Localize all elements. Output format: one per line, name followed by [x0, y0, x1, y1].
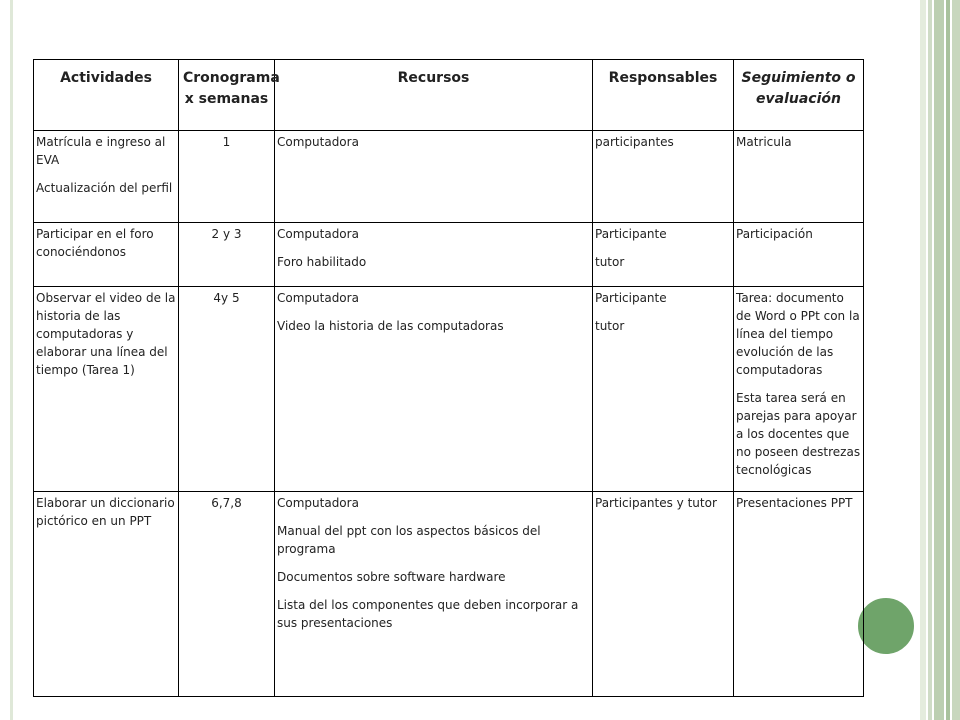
cell-text: Computadora: [277, 135, 359, 149]
cell-text: Tarea: documento de Word o PPt con la línea del tiempo evolución de las computadoras: [736, 291, 860, 377]
header-recursos: Recursos: [275, 60, 593, 131]
cell-text: 4y 5: [213, 291, 240, 305]
cell-text: Foro habilitado: [277, 255, 367, 269]
cell-text: Lista del los componentes que deben incorporar a sus presentaciones: [277, 598, 579, 630]
cell-responsables: [593, 492, 734, 697]
cell-text: 2 y 3: [211, 227, 242, 241]
cell-text: Manual del ppt con los aspectos básicos del programa: [277, 524, 541, 556]
cell-text: Video la historia de las computadoras: [277, 319, 504, 333]
table-row: [34, 492, 864, 697]
cell-recursos: [275, 223, 593, 287]
cell-seguimiento: [734, 492, 864, 697]
cell-text: participantes: [595, 135, 674, 149]
cell-text: Participar en el foro conociéndonos: [36, 227, 154, 259]
cell-responsables: [593, 131, 734, 223]
cell-text: tutor: [595, 255, 625, 269]
cell-text: tutor: [595, 319, 625, 333]
cell-responsables: [593, 223, 734, 287]
table-row: [34, 131, 864, 223]
cell-actividad: [34, 131, 179, 223]
header-responsables: Responsables: [593, 60, 734, 131]
cell-semanas: [179, 492, 275, 697]
cell-recursos: [275, 287, 593, 492]
decor-stripe: [928, 0, 932, 720]
table-row: [34, 223, 864, 287]
cell-recursos: [275, 131, 593, 223]
cell-text: Documentos sobre software hardware: [277, 570, 506, 584]
table-row: [34, 287, 864, 492]
cell-text: Actualización del perfil: [36, 181, 173, 195]
cell-text: Participantes y tutor: [595, 496, 717, 510]
decor-stripe: [920, 0, 926, 720]
cell-text: Observar el video de la historia de las computadoras y elaborar una línea del tiempo (Tarea 1): [36, 291, 176, 377]
cell-text: Matricula: [736, 135, 792, 149]
decor-green-circle: [856, 596, 916, 656]
cell-text: 1: [222, 135, 231, 149]
cell-text: Matrícula e ingreso al EVA: [36, 135, 166, 167]
cell-seguimiento: [734, 131, 864, 223]
cell-text: 6,7,8: [211, 496, 242, 510]
cell-semanas: [179, 131, 275, 223]
cell-text: Participación: [736, 227, 813, 241]
decor-stripe: [934, 0, 944, 720]
cell-text: Computadora: [277, 291, 359, 305]
cell-actividad: [34, 223, 179, 287]
cell-actividad: [34, 287, 179, 492]
cell-actividad: [34, 492, 179, 697]
slide-frame-left-line: [10, 0, 13, 720]
cell-text: Esta tarea será en parejas para apoyar a los docentes que no poseen destrezas tecnológicas: [736, 391, 861, 477]
cell-semanas: [179, 223, 275, 287]
cell-text: Computadora: [277, 496, 359, 510]
cell-recursos: [275, 492, 593, 697]
header-seguimiento: Seguimiento o evaluación: [734, 60, 864, 131]
decor-stripe: [952, 0, 960, 720]
cell-text: Presentaciones PPT: [736, 496, 853, 510]
header-cronograma: Cronograma x semanas: [179, 60, 275, 131]
activities-table: [33, 59, 864, 697]
table-header-row: [34, 60, 864, 131]
cell-text: Participante: [595, 291, 667, 305]
decor-stripe: [946, 0, 950, 720]
cell-seguimiento: [734, 287, 864, 492]
cell-seguimiento: [734, 223, 864, 287]
cell-text: Participante: [595, 227, 667, 241]
cell-semanas: [179, 287, 275, 492]
cell-text: Elaborar un diccionario pictórico en un PPT: [36, 496, 175, 528]
cell-responsables: [593, 287, 734, 492]
cell-text: Computadora: [277, 227, 359, 241]
header-actividades: Actividades: [34, 60, 179, 131]
